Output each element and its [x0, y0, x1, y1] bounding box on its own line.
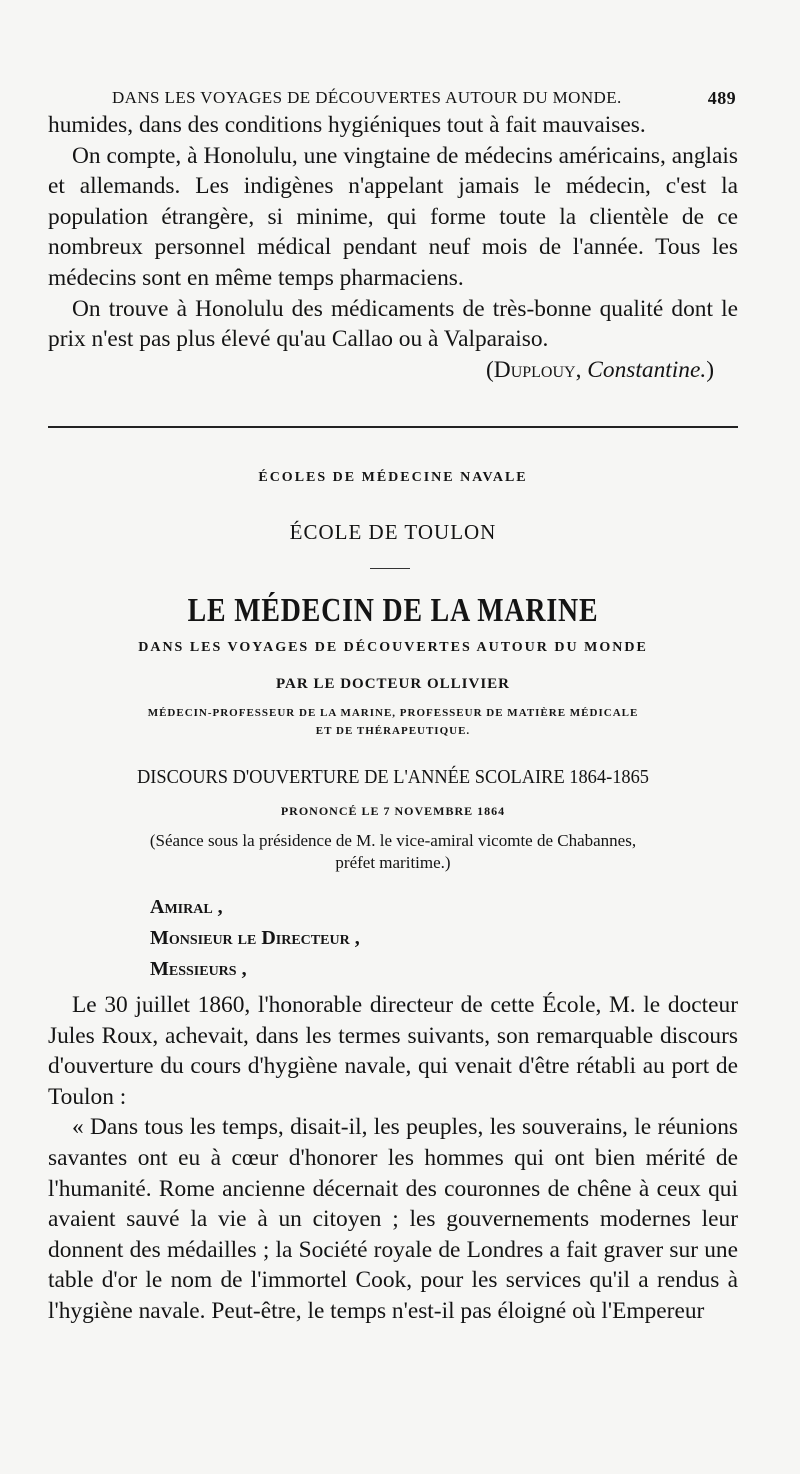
school-name: ÉCOLE DE TOULON: [289, 520, 497, 544]
pronounced-date: PRONONCÉ LE 7 NOVEMBRE 1864: [280, 804, 506, 818]
address-line: Amiral ,: [150, 896, 223, 918]
signature-place: Constantine.: [587, 356, 707, 383]
signature: (Duplouy, Constantine.): [486, 356, 714, 383]
intro-paragraph: On compte, à Honolulu, une vingtaine de médecins américains, anglais et allemands. Les indigènes n'appelant jamais le médecin, c'est la population étrangère, si minime, qui forme toute la clientèle de ce nombreux personnel médical pendant neuf mois de l'année. Tous les médecins sont en même temps pharmaciens.: [48, 142, 738, 291]
page-number: 489: [707, 88, 736, 108]
body-paragraph: « Dans tous les temps, disait-il, les peuples, les souverains, le réunions savantes ont eu à cœur d'honorer les hommes qui ont bien mérité de l'humanité. Rome ancienne décernait des couronnes de chêne à ceux qui avaient sauvé la vie à un citoyen ; les gouvernements modernes leur donnent des médailles ; la Société royale de Londres a fait graver sur une table d'or le nom de l'immortel Cook, pour les services qu'il a rendus à l'hygiène navale. Peut-être, le temps n'est-il pas éloigné où l'Empereur: [48, 1114, 738, 1324]
body-paragraph: Le 30 juillet 1860, l'honorable directeur de cette École, M. le docteur Jules Roux, achevait, dans les termes suivants, son remarquable discours d'ouverture du cours d'hygiène navale, qui venait d'être rétabli au port de Toulon :: [48, 992, 738, 1110]
seance-note: [48, 830, 738, 874]
qualification-line: MÉDECIN-PROFESSEUR DE LA MARINE, PROFESSEUR DE MATIÈRE MÉDICALE: [147, 707, 639, 719]
seance-line: (Séance sous la présidence de M. le vice-amiral vicomte de Chabannes,: [149, 831, 637, 850]
running-header: [112, 88, 736, 109]
signature-author: Duplouy: [493, 356, 576, 383]
section-heading: ÉCOLES DE MÉDECINE NAVALE: [258, 470, 528, 485]
address-line: Monsieur le Directeur ,: [150, 927, 360, 949]
intro-paragraph: On trouve à Honolulu des médicaments de très-bonne qualité dont le prix n'est pas plus élevé qu'au Callao ou à Valparaiso.: [48, 295, 738, 353]
qualification-line: ET DE THÉRAPEUTIQUE.: [315, 725, 471, 737]
article-subtitle: DANS LES VOYAGES DE DÉCOUVERTES AUTOUR DU MONDE: [138, 640, 648, 655]
discourse-title: DISCOURS D'OUVERTURE DE L'ANNÉE SCOLAIRE 1864-1865: [136, 766, 650, 788]
intro-paragraph: humides, dans des conditions hygiéniques tout à fait mauvaises.: [48, 112, 646, 138]
seance-line: préfet maritime.): [335, 853, 451, 872]
article-title: LE MÉDECIN DE LA MARINE: [187, 592, 599, 629]
running-title: DANS LES VOYAGES DE DÉCOUVERTES AUTOUR DU MONDE.: [112, 88, 622, 107]
article-author: PAR LE DOCTEUR OLLIVIER: [275, 676, 510, 692]
author-qualifications: [48, 704, 738, 740]
address-block: [150, 892, 360, 985]
section-divider: [48, 426, 738, 428]
address-line: Messieurs ,: [150, 958, 247, 980]
body-text: [48, 990, 738, 1327]
intro-text: [48, 110, 738, 385]
short-divider: [370, 568, 410, 569]
